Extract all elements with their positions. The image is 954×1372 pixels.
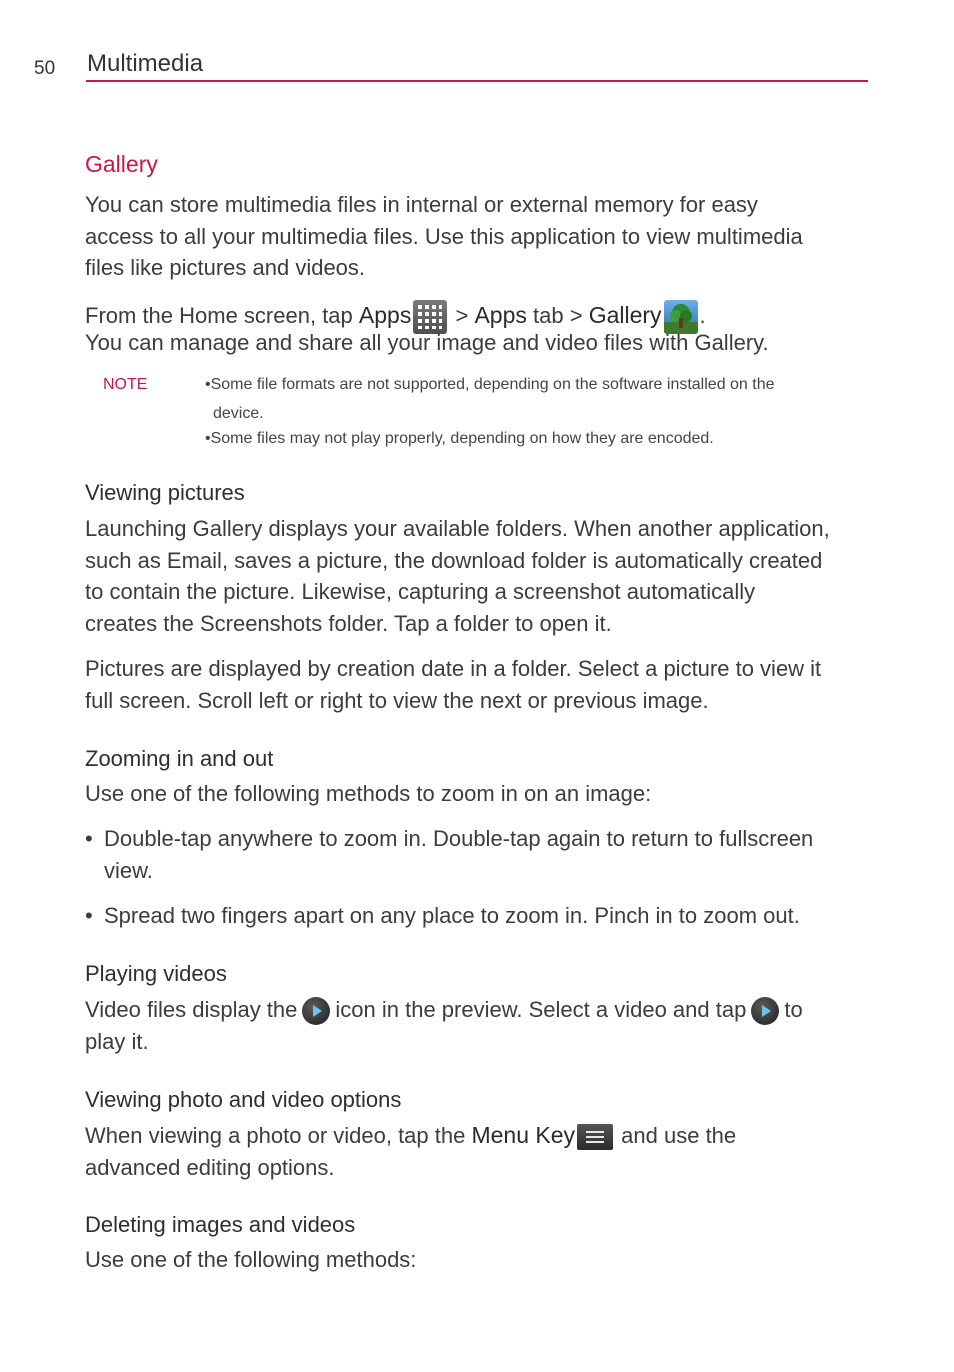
note-item-1: •Some file formats are not supported, depending on the software installed on the bbox=[205, 376, 775, 393]
zooming-intro: Use one of the following methods to zoom in on an image: bbox=[85, 781, 652, 806]
note-label: NOTE bbox=[103, 376, 148, 393]
gallery-intro: You can store multimedia files in internal or external memory for easy access to all your multimedia files. Use this application to view multimedia files like pictures and videos. bbox=[85, 192, 803, 281]
viewing-pictures-para2: Pictures are displayed by creation date in a folder. Select a picture to view it full screen. Scroll left or right to view the next or previous image. bbox=[85, 656, 822, 713]
deleting-intro: Use one of the following methods: bbox=[85, 1247, 417, 1272]
play-icon bbox=[751, 997, 779, 1025]
gallery-label: Gallery bbox=[588, 302, 662, 328]
note-item-1-cont: device. bbox=[213, 405, 264, 422]
apps-tab-label: Apps bbox=[474, 302, 527, 328]
deleting-heading: Deleting images and videos bbox=[85, 1212, 356, 1237]
playing-videos-para: Video files display the icon in the preview. Select a video and tap to play it. bbox=[85, 997, 803, 1054]
play-icon bbox=[302, 997, 330, 1025]
playing-videos-heading: Playing videos bbox=[85, 961, 227, 986]
viewing-pictures-heading: Viewing pictures bbox=[85, 480, 245, 505]
options-para: When viewing a photo or video, tap the Menu Key and use the advanced editing options. bbox=[85, 1122, 737, 1180]
zoom-bullet-2: • Spread two fingers apart on any place to zoom in. Pinch in to zoom out. bbox=[85, 903, 800, 928]
viewing-pictures-para1: Launching Gallery displays your available folders. When another application, such as Email, saves a picture, the download folder is automatically created to contain the picture. Likewise, capturing a screenshot automatically creates the Screenshots folder. Tap a folder to open it. bbox=[85, 516, 830, 636]
gallery-manage-line: You can manage and share all your image and video files with Gallery. bbox=[85, 330, 769, 355]
menu-key-icon bbox=[577, 1124, 613, 1150]
section-title: Multimedia bbox=[87, 50, 204, 77]
note-item-2: •Some files may not play properly, depending on how they are encoded. bbox=[205, 430, 714, 447]
gallery-path-line: From the Home screen, tap Apps > Apps tab > Gallery . bbox=[85, 297, 875, 334]
zoom-bullet-1: • Double-tap anywhere to zoom in. Double-tap again to return to fullscreen view. bbox=[85, 826, 814, 883]
gallery-heading: Gallery bbox=[85, 151, 158, 177]
options-heading: Viewing photo and video options bbox=[85, 1087, 402, 1112]
zooming-heading: Zooming in and out bbox=[85, 746, 274, 771]
page-number: 50 bbox=[34, 58, 56, 79]
apps-label: Apps bbox=[358, 302, 412, 328]
header-rule bbox=[86, 80, 868, 82]
menu-key-label: Menu Key bbox=[471, 1122, 576, 1148]
